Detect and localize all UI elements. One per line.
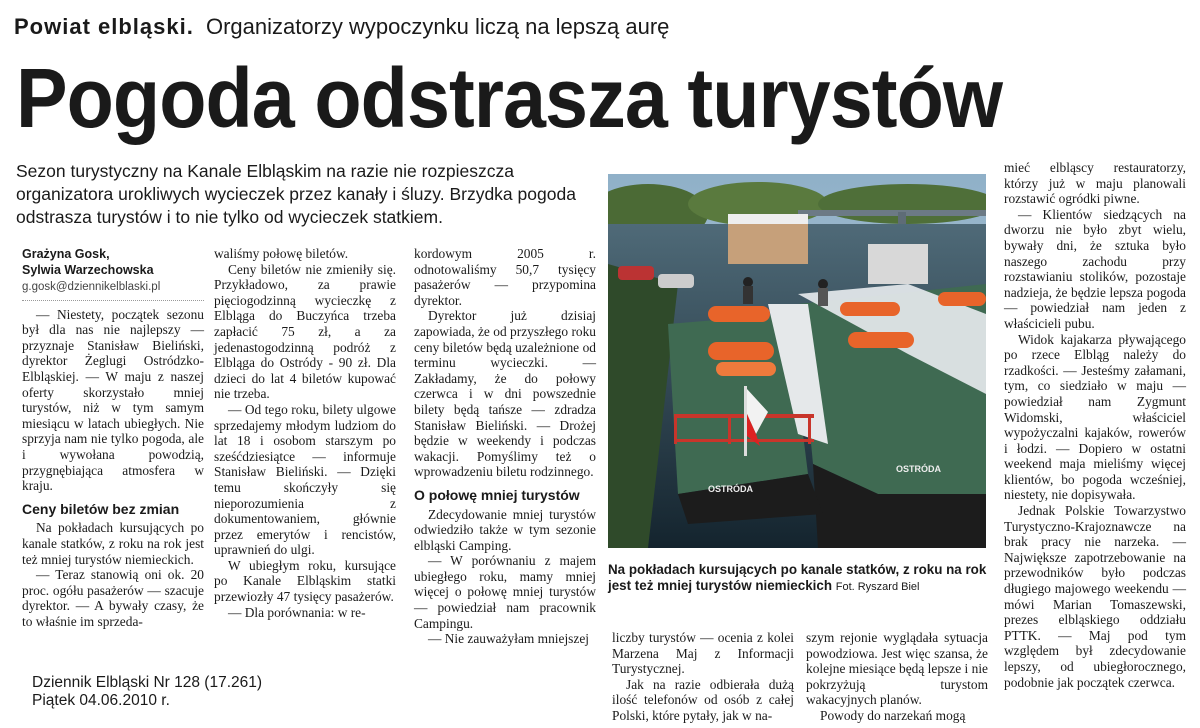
article-column-5 [806,630,988,724]
lead-paragraph: Sezon turystyczny na Kanale Elbląskim na razie nie rozpieszcza organizatora urokliwych wycieczek przez kanały i śluzy. Brzydka pogoda odstrasza turystów i to nie tylko od wycieczek statkiem. [16,161,576,227]
headline: Pogoda odstrasza turystów [16,51,1003,145]
paragraph: — Nie zauważyłam mniejszej [428,631,589,647]
boat-photo-illustration [608,174,986,548]
paragraph: kordowym 2005 r. odnotowaliśmy 50,7 tysięcy pasażerów — przypomina dyrektor. [414,246,596,308]
paragraph: — Dla porównania: w re- [228,604,366,620]
paragraph: W ubiegłym roku, kursujące po Kanale Elbląskim statki przewiozły 47 tysięcy pasażerów. [214,557,396,605]
paragraph: Powody do narzekań mogą [820,707,966,723]
photo-caption [608,562,988,595]
paragraph: — Niestety, początek sezonu był dla nas nie najlepszy — przyznaje Stanisław Bieliński, dyrektor Żeglugi Ostródzko-Elbląskiej. — W maju z naszej oferty skorzystało mniej turystów, niż w tym samym miesiącu w latach ubiegłych. Nie sprzyja nam nie tylko pogoda, ale i wywołana powodzią, przygnębiająca atmosfera w kraju. [22,306,204,494]
paragraph: waliśmy połowę biletów. [214,246,349,261]
photo-credit: Fot. Ryszard Biel [835,581,920,593]
paragraph: — W porównaniu z majem ubiegłego roku, mamy mniej więcej o połowę mniej turystów — powiedział nam pracownik Campingu. [414,553,596,631]
author-1: Grażyna Gosk, [22,247,110,261]
kicker-subtitle: Organizatorzy wypoczynku liczą na lepszą aurę [205,14,670,39]
publication-issue: Dziennik Elbląski Nr 128 (17.261) [32,674,263,691]
paragraph: Widok kajakarza pływającego po rzece Elbląg należy do rzadkości. — Jesteśmy załamani, tym, co siedziało w maju — powiedział nam Zygmunt Widomski, właściciel wypożyczalni kajaków, rowerów i łodzi. — Dopiero w ostatni weekend maja mieliśmy więcej klientów, bo pogoda wcześniej, niestety, nie dopisywała. [1004,331,1186,503]
author-2: Sylwia Warzechowska [22,263,154,277]
paragraph: szym rejonie wyglądała sytuacja powodziowa. Jest więc szansa, że kolejne miesiące będą lepsze i nie pokrzyżują turystom wakacyjnych planów. [806,630,988,708]
paragraph: Zdecydowanie mniej turystów odwiedziło także w tym sezonie elbląski Camping. [414,506,596,553]
kicker-region: Powiat elbląski. [14,14,194,39]
boat-name-left: OSTRÓDA [708,484,753,494]
paragraph: Dyrektor już dzisiaj zapowiada, że od przyszłego roku ceny biletów będą uzależnione od terminu wycieczki. — Zakładamy, że do połowy czerwca i w dni powszednie bilety będą tańsze — zdradza Stanisław Bieliński. — Drożej będzie w weekendy i podczas wakacji. Pomyślimy też o wprowadzeniu biletu rodzinnego. [414,308,596,480]
paragraph: — Klientów siedzących na dworzu nie było zbyt wielu, bywały dni, że sztuka było naszego zachodu przy rozstawianiu stolików, pozostaje nadzieja, że będzie lepsza pogoda — powiedział nam jeden z właścicieli pubu. [1004,206,1186,331]
kicker [14,14,669,40]
paragraph: Na pokładach kursujących po kanale statków, z roku na rok jest też mniej turystów niemieckich. [22,520,204,567]
article-column-2 [214,246,396,620]
byline [22,246,204,278]
subheading: Ceny biletów bez zmian [22,500,180,517]
article-column-6 [1004,160,1186,690]
publication-footer [28,672,266,712]
paragraph: Jednak Polskie Towarzystwo Turystyczno-Krajoznawcze na brak pracy nie narzeka. — Największe zapotrzebowanie na przewodników było podczas długiego majowego weekendu — mówi Marian Tomaszewski, prezes elbląskiego oddziału PTTK. — Maj pod tym względem był zdecydowanie lepszy, od ubiegłorocznego, podobnie jak początek czerwca. [1004,503,1186,690]
boat-name-right: OSTRÓDA [896,464,941,474]
article-column-1 [22,246,204,629]
paragraph: liczby turystów — ocenia z kolei Marzena Maj z Informacji Turystycznej. [612,630,794,677]
boat-photo [608,174,986,548]
subheading: O połowę mniej turystów [414,486,580,503]
paragraph: Jak na razie odbierała dużą ilość telefonów od osób z całej Polski, które pytały, jak w na- [612,676,794,723]
publication-date: Piątek 04.06.2010 r. [32,692,170,709]
article-column-4 [612,630,794,724]
caption-text: Na pokładach kursujących po kanale statków, z roku na rok jest też mniej turystów niemieckich [608,562,987,593]
paragraph: mieć elbląscy restauratorzy, którzy już w maju planowali rozstawić ogródki piwne. [1004,160,1186,207]
paragraph: Ceny biletów nie zmieniły się. Przykładowo, za prawie pięciogodzinną wycieczkę z Elbląga do Buczyńca trzeba zapłacić 75 zł, a za jedenastogodzinną podróż z Elbląga do Ostródy - 90 zł. Dla dzieci do lat 4 biletów kupować nie trzeba. [214,261,396,402]
article-column-3 [414,246,596,647]
paragraph: — Od tego roku, bilety ulgowe sprzedajemy młodym ludziom do lat 18 i osobom starszym po sześćdziesiątce — informuje Stanisław Bieliński. — Dzięki temu skończyły się nieporozumienia z dokumentowaniem, głównie przez emerytów i rencistów, uprawnień do ulgi. [214,401,396,558]
author-email[interactable]: g.gosk@dziennikelblaski.pl [22,280,204,301]
paragraph: — Teraz stanowią oni ok. 20 proc. ogółu pasażerów — szacuje dyrektor. — A bywały czasy, że to właśnie im sprzeda- [22,567,204,629]
